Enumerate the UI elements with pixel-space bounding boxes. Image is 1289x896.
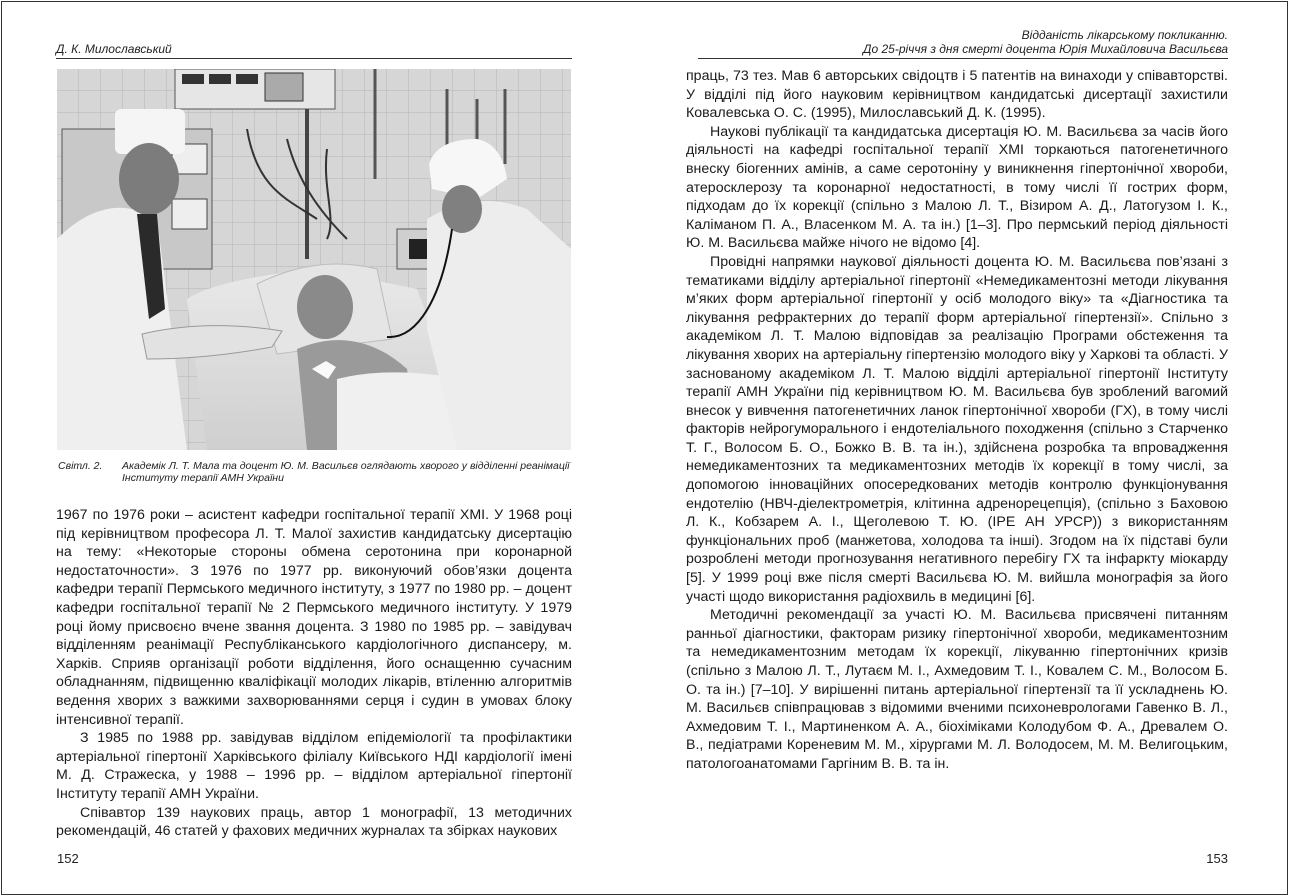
- right-body-text: [686, 67, 1228, 774]
- paragraph: Співавтор 139 наукових праць, автор 1 монографії, 13 методичних рекомендацій, 46 статей у фахових медичних журналах та збірках наукових: [56, 804, 572, 840]
- paragraph: З 1985 по 1988 рр. завідував відділом епідеміології та профілактики артеріальної гіпертонії Харківського філіалу Київського НДІ кардіології імені М. Д. Стражеска, у 1988 – 1996 рр. – відділом артеріальної гіпертонії Інституту терапії АМН України.: [56, 730, 572, 802]
- running-head-line-2: До 25-річчя з дня смерті доцента Юрія Михайловича Васильєва: [863, 42, 1228, 56]
- figure-caption: [58, 460, 578, 484]
- right-page: [645, 2, 1288, 894]
- figure-caption-text: Академік Л. Т. Мала та доцент Ю. М. Васильєв оглядають хворого у відділенні реанімації Інституту терапії АМН України: [122, 460, 570, 484]
- left-page: [2, 2, 645, 894]
- photo-illustration: [57, 69, 571, 450]
- header-rule: [698, 58, 1228, 59]
- figure-caption-label: Світл. 2.: [58, 460, 103, 472]
- book-spread: [1, 1, 1288, 895]
- photo-doctors-examining-patient: [57, 69, 571, 450]
- left-body-text: [56, 506, 572, 841]
- paragraph: Наукові публікації та кандидатська дисертація Ю. М. Васильєва за часів його діяльності на кафедрі госпітальної терапії ХМІ торкаються патогенетичного внеску біогенних амінів, а саме серотоніну у виникнення гіпертонічної хвороби, атеросклерозу та коронарної недостатності, в тому числі її гострих форм, підходам до їх корекції (спільно з Малою Л. Т., Візиром А. Д., Латогузом І. К., Каліманом П. А., Власенком М. А. та ін.) [1–3]. Про пермський період діяльності Ю. М. Васильєва майже нічого не відомо [4].: [686, 123, 1228, 252]
- paragraph: Методичні рекомендації за участі Ю. М. Васильєва присвячені питанням ранньої діагностики, факторам ризику гіпертонічної хвороби, медикаментозним та немедикаментозним методам їх корекції, лікуванню гіпертонічних кризів (спільно з Малою Л. Т., Лутаєм М. І., Ахмедовим Т. І., Ковалем С. М., Волосом Б. О. та ін.) [7–10]. У вирішенні питань артеріальної гіпертензії та її ускладнень Ю. М. Васильєв співпрацював з відомими вченими психоневрологами Гавенко В. Л., Ахмедовим Т. І., Мартиненком А. А., біохіміками Колодубом Ф. А., Древалем О. В., педіатрами Кореневим М. М., хірургами М. Л. Володосем, М. М. Велигоцьким, патологоанатомами Гаргіним В. В. та ін.: [686, 607, 1228, 772]
- running-head-right: [698, 28, 1228, 56]
- running-head-line-1: Відданість лікарському покликанню.: [1021, 28, 1228, 42]
- running-head-left: Д. К. Милославський: [56, 42, 172, 56]
- paragraph: 1967 по 1976 роки – асистент кафедри госпітальної терапії ХМІ. У 1968 році під керівництвом професора Л. Т. Малої захистив кандидатську дисертацію на тему: «Некоторые стороны обмена серотонина при коронарной недостаточности». З 1976 по 1977 рр. виконуючий обов’язки доцента кафедри терапії Пермського медичного інституту, з 1977 по 1980 рр. – доцент кафедри госпітальної терапії № 2 Пермського медичного інституту. У 1979 році йому присвоєно вчене звання доцента. З 1980 по 1985 рр. – завідувач відділенням реанімації Республіканського кардіологічного диспансеру, м. Харків. Сприяв організації роботи відділення, його оснащенню сучасним обладнанням, підвищенню кваліфікації молодих лікарів, втіленню алгоритмів ведення хворих з важкими захворюваннями серця і судин в умовах блоку інтенсивної терапії.: [56, 507, 572, 728]
- paragraph: праць, 73 тез. Мав 6 авторських свідоцтв і 5 патентів на винаходи у співавторстві. У відділі під його науковим керівництвом кандидатські дисертації захистили Ковалевська О. С. (1995), Милославський Д. К. (1995).: [686, 68, 1228, 122]
- page-number-right: 153: [1206, 851, 1228, 866]
- header-rule: [56, 58, 572, 59]
- paragraph: Провідні напрямки наукової діяльності доцента Ю. М. Васильєва пов’язані з тематиками відділу артеріальної гіпертонії «Немедикаментозні методи лікування м’яких форм артеріальної гіпертонії у осіб молодого віку» та «Діагностика та лікування рефрактерних до терапії форм артеріальної гіпертензії». Спільно з академіком Л. Т. Малою відповідав за реалізацію Програми обстеження та лікування хворих на артеріальну гіпертензію молодого віку у Харкові та області. У заснованому академіком Л. Т. Малою відділі артеріальної гіпертонії Інституту терапії АМН України під керівництвом Ю. М. Васильєва був зроблений вагомий внесок у вивчення патогенетичних ланок гіпертонічної хвороби (ГХ), в тому числі факторів нейрогуморального і ендотеліального походження (спільно з Старченко Т. Г., Волосом Б. О., Божко В. В. та ін.), здійснена розробка та впровадження немедикаментозних та медикаментозних методів їх корекції в тому числі, за допомогою інноваційних опосередкованих методів контролю функціонування ендотелію (НВЧ-діелектрометрія, клітинна адренорецепція), (спільно з Баховою Л. К., Кобзарем А. І., Щеголевою Т. Ю. (ІРЕ АН УРСР)) з використанням функціональних проб (манжетова, холодова та інші). Згодом на їх підставі були розроблені методи прогнозування негативного перебігу ГХ та інфаркту міокарду [5]. У 1999 році вже після смерті Васильєва Ю. М. вийшла монографія за його участі щодо використання радіохвиль в медицині [6].: [686, 253, 1228, 605]
- page-number-left: 152: [57, 851, 79, 866]
